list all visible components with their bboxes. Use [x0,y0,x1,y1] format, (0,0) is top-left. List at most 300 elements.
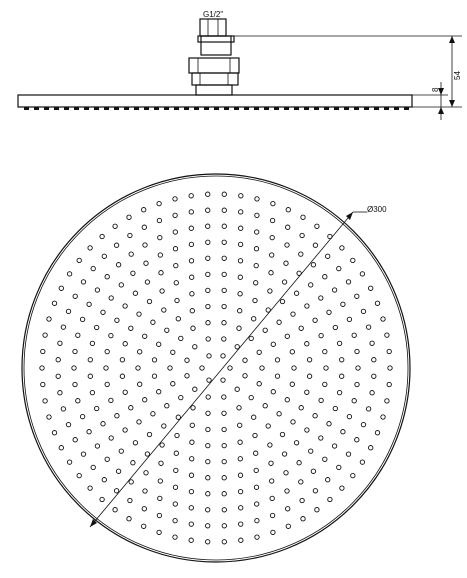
nozzle-hole [285,243,289,247]
nozzle-hole [52,301,56,305]
nozzle-hole [206,304,210,308]
nozzle-hole [238,440,242,444]
nozzle-hole [76,333,80,337]
nozzle-hole [88,374,92,378]
nozzle-hole [95,325,99,329]
nozzle-hole [301,215,305,219]
nozzle-hole [239,538,243,542]
nozzle-hole [142,208,146,212]
nozzle-hole [47,317,51,321]
nozzle-hole [268,289,272,293]
nozzle-hole [315,224,319,228]
nozzle-nub [384,107,389,110]
nozzle-nub [334,107,339,110]
nozzle-hole [270,218,274,222]
nozzle-hole [114,489,118,493]
nozzle-hole [249,395,253,399]
nozzle-hole [127,517,131,521]
nozzle-hole [113,224,117,228]
nozzle-hole [43,333,47,337]
head-plate [18,95,412,107]
nozzle-hole [351,258,355,262]
nozzle-hole [222,337,226,341]
nozzle-hole [206,476,210,480]
nozzle-hole [222,476,226,480]
nozzle-hole [142,225,146,229]
nozzle-hole [157,530,161,534]
nozzle-hole [95,444,99,448]
nozzle-hole [157,513,161,517]
nozzle-hole [207,354,211,358]
nozzle-hole [222,395,226,399]
nozzle-hole [128,498,132,502]
nozzle-hole [372,358,376,362]
nozzle-hole [127,215,131,219]
nozzle-hole [323,349,327,353]
nozzle-hole [159,461,163,465]
nozzle-hole [280,432,284,436]
nozzle-nub [264,107,269,110]
nozzle-hole [40,366,44,370]
nozzle-hole [43,399,47,403]
nozzle-hole [305,390,309,394]
nozzle-hole [238,489,242,493]
nozzle-hole [249,336,253,340]
nozzle-hole [100,497,104,501]
nozzle-hole [206,321,210,325]
nozzle-hole [255,230,259,234]
nozzle-hole [263,328,267,332]
nozzle-hole [254,451,258,455]
nozzle-hole [168,366,172,370]
nozzle-holes [40,192,392,544]
nozzle-hole [347,317,351,321]
nozzle-hole [222,459,226,463]
nozzle-hole [385,333,389,337]
nozzle-nub [104,107,109,110]
nozzle-hole [47,415,51,419]
nozzle-hole [189,522,193,526]
nozzle-hole [286,524,290,528]
nozzle-hole [375,301,379,305]
nozzle-hole [206,272,210,276]
nozzle-hole [356,366,360,370]
nozzle-hole [173,518,177,522]
nozzle-hole [222,540,226,544]
nozzle-hole [66,422,70,426]
nozzle-hole [285,334,289,338]
nozzle-hole [323,457,327,461]
nozzle-hole [255,535,259,539]
nozzle-hole [375,431,379,435]
nozzle-hole [123,390,127,394]
nozzle-hole [116,469,120,473]
nozzle-hole [269,461,273,465]
nozzle-hole [193,345,197,349]
nozzle-hole [119,449,123,453]
nozzle-hole [313,414,317,418]
nozzle-hole [137,312,141,316]
nozzle-hole [189,506,193,510]
nozzle-hole [123,304,127,308]
nozzle-hole [143,334,147,338]
nozzle-hole [206,256,210,260]
nozzle-hole [222,524,226,528]
nozzle-hole [235,387,239,391]
nozzle-hole [323,382,327,386]
nozzle-hole [284,261,288,265]
nozzle-hole [81,452,85,456]
nozzle-hole [297,461,301,465]
nozzle-hole [341,430,345,434]
nozzle-hole [326,478,330,482]
nozzle-hole [174,281,178,285]
nozzle-hole [113,508,117,512]
nozzle-hole [323,275,327,279]
nozzle-hole [179,336,183,340]
nozzle-hole [206,192,210,196]
height-dimension-label: 54 [453,71,462,80]
nozzle-hole [189,194,193,198]
nozzle-hole [341,302,345,306]
nozzle-hole [222,321,226,325]
nozzle-hole [355,438,359,442]
nozzle-nub [234,107,239,110]
nozzle-hole [352,399,356,403]
nozzle-hole [157,218,161,222]
nozzle-hole [120,358,124,362]
nozzle-hole [222,508,226,512]
nozzle-hole [190,309,194,313]
nozzle-hole [311,469,315,473]
nozzle-hole [160,289,164,293]
nozzle-hole [206,427,210,431]
nozzle-hole [73,382,77,386]
diameter-label: Ø300 [367,205,387,214]
nozzle-hole [144,261,148,265]
nozzle-hole [369,286,373,290]
nozzle-hole [299,252,303,256]
nozzle-hole [352,333,356,337]
nozzle-hole [88,486,92,490]
nozzle-hole [271,390,275,394]
arrow [438,107,444,114]
nozzle-hole [159,271,163,275]
nozzle-hole [191,326,195,330]
nozzle-nub [254,107,259,110]
nozzle-hole [185,374,189,378]
nozzle-hole [253,298,257,302]
nozzle-hole [222,288,226,292]
nozzle-hole [147,432,151,436]
nozzle-hole [270,513,274,517]
nozzle-hole [105,275,109,279]
nozzle-nub [144,107,149,110]
threaded-sleeve [201,36,231,55]
nozzle-hole [327,422,331,426]
nozzle-nub [74,107,79,110]
nozzle-hole [173,213,177,217]
nozzle-hole [305,428,309,432]
nozzle-hole [277,412,281,416]
nozzle-hole [257,350,261,354]
nozzle-hole [286,208,290,212]
nozzle-hole [173,535,177,539]
nozzle-hole [102,478,106,482]
nozzle-hole [337,390,341,394]
nozzle-nub [204,107,209,110]
nozzle-hole [143,398,147,402]
nozzle-hole [222,443,226,447]
nozzle-nub [94,107,99,110]
nozzle-hole [144,471,148,475]
nozzle-hole [90,341,94,345]
nozzle-hole [157,342,161,346]
nozzle-hole [206,540,210,544]
nozzle-hole [175,433,179,437]
nozzle-hole [174,263,178,267]
nozzle-hole [189,210,193,214]
nozzle-hole [222,240,226,244]
nozzle-hole [333,406,337,410]
nozzle-hole [137,420,141,424]
nozzle-hole [105,457,109,461]
nozzle-hole [176,415,180,419]
nozzle-hole [270,253,274,257]
nozzle-hole [285,398,289,402]
nozzle-hole [193,387,197,391]
nozzle-hole [80,414,84,418]
nozzle-hole [266,424,270,428]
nozzle-nub [64,107,69,110]
nozzle-hole [116,263,120,267]
nozzle-hole [59,446,63,450]
nozzle-hole [185,358,189,362]
nozzle-hole [307,374,311,378]
nozzle-hole [277,320,281,324]
nozzle-hole [237,406,241,410]
nozzle-hole [158,253,162,257]
nozzle-hole [282,280,286,284]
nozzle-hole [275,374,279,378]
nozzle-hole [173,485,177,489]
nozzle-hole [190,457,194,461]
nozzle-hole [340,246,344,250]
nozzle-hole [207,378,211,382]
nozzle-hole [206,224,210,228]
nozzle-hole [61,407,65,411]
nozzle-hole [66,309,70,313]
nozzle-hole [366,407,370,411]
nozzle-hole [239,210,243,214]
nozzle-hole [286,225,290,229]
nozzle-hole [346,452,350,456]
nozzle-hole [58,341,62,345]
nozzle-hole [87,430,91,434]
nozzle-hole [260,366,264,370]
nozzle-hole [275,358,279,362]
nozzle-hole [387,382,391,386]
nozzle-nub [24,107,29,110]
nozzle-hole [123,342,127,346]
nozzle-nub [294,107,299,110]
nozzle-hole [300,233,304,237]
nozzle-hole [243,358,247,362]
nozzle-hole [294,441,298,445]
nozzle-hole [131,271,135,275]
nozzle-hole [101,422,105,426]
nozzle-hole [290,350,294,354]
nozzle-hole [268,443,272,447]
nozzle-hole [206,508,210,512]
nozzle-hole [104,366,108,370]
nozzle-hole [305,304,309,308]
nozzle-nub [194,107,199,110]
nozzle-hole [61,325,65,329]
nozzle-hole [206,240,210,244]
nozzle-hole [56,374,60,378]
nozzle-hole [315,508,319,512]
nozzle-hole [292,366,296,370]
nozzle-hole [238,242,242,246]
nozzle-hole [239,194,243,198]
nozzle-nub [324,107,329,110]
nozzle-hole [222,411,226,415]
nozzle-hole [151,412,155,416]
nozzle-nub [124,107,129,110]
nozzle-nub [274,107,279,110]
nozzle-hole [176,317,180,321]
nozzle-hole [340,486,344,490]
nozzle-hole [76,399,80,403]
nozzle-hole [173,230,177,234]
nozzle-hole [238,292,242,296]
top-view [22,174,410,562]
nozzle-nub [54,107,59,110]
nozzle-hole [143,243,147,247]
nozzle-hole [206,411,210,415]
nozzle-hole [206,524,210,528]
nozzle-hole [238,259,242,263]
nozzle-hole [152,358,156,362]
nozzle-hole [326,254,330,258]
nozzle-hole [238,309,242,313]
nozzle-hole [189,242,193,246]
nozzle-hole [158,496,162,500]
nozzle-hole [337,341,341,345]
nozzle-hole [291,312,295,316]
nozzle-hole [252,415,256,419]
nozzle-hole [73,349,77,353]
nozzle-nub [364,107,369,110]
nozzle-hole [73,294,77,298]
nozzle-nub [84,107,89,110]
nozzle-hole [105,349,109,353]
nozzle-hole [222,256,226,260]
nozzle-hole [370,391,374,395]
nozzle-hole [309,283,313,287]
nozzle-hole [269,271,273,275]
nozzle-hole [157,201,161,205]
nozzle-nub [184,107,189,110]
nozzle-hole [222,224,226,228]
nozzle-hole [191,406,195,410]
nozzle-hole [221,354,225,358]
nozzle-hole [243,374,247,378]
nozzle-hole [254,281,258,285]
nozzle-hole [237,326,241,330]
nozzle-hole [100,234,104,238]
nozzle-hole [190,423,194,427]
sleeve-ring [198,36,234,42]
nozzle-nub [154,107,159,110]
nozzle-hole [151,320,155,324]
nozzle-hole [238,457,242,461]
nozzle-hole [189,259,193,263]
nozzle-hole [190,440,194,444]
nozzle-nub [114,107,119,110]
nozzle-hole [129,480,133,484]
nozzle-hole [145,452,149,456]
nozzle-hole [129,326,133,330]
nozzle-hole [361,309,365,313]
nozzle-hole [190,275,194,279]
nozzle-hole [381,415,385,419]
nozzle-hole [77,473,81,477]
nozzle-hole [332,444,336,448]
nozzle-hole [332,288,336,292]
nozzle-hole [228,366,232,370]
nozzle-hole [333,325,337,329]
nozzle-hole [119,283,123,287]
nozzle-hole [95,406,99,410]
nozzle-nub [314,107,319,110]
nozzle-hole [254,247,258,251]
nozzle-hole [101,310,105,314]
nozzle-hole [72,366,76,370]
nozzle-hole [239,506,243,510]
nozzle-hole [257,382,261,386]
side-view [18,10,412,110]
thread-connector [200,19,226,36]
nozzle-hole [340,358,344,362]
nozzle-hole [255,518,259,522]
nozzle-hole [162,308,166,312]
nozzle-hole [301,517,305,521]
nozzle-hole [239,522,243,526]
diameter-line [90,212,353,527]
nozzle-hole [133,441,137,445]
nozzle-hole [222,192,226,196]
nozzle-hole [337,266,341,270]
nozzle-hole [206,288,210,292]
nozzle-hole [271,201,275,205]
nozzle-hole [337,465,341,469]
nozzle-hole [360,272,364,276]
nozzle-hole [319,436,323,440]
nozzle-hole [138,350,142,354]
nozzle-hole [109,333,113,337]
nozzle-nub [244,107,249,110]
nozzle-hole [313,489,317,493]
nozzle-hole [90,390,94,394]
nozzle-hole [222,208,226,212]
nozzle-hole [114,243,118,247]
nozzle-nub [354,107,359,110]
nozzle-nub [34,107,39,110]
nozzle-hole [239,226,243,230]
nozzle-hole [136,366,140,370]
